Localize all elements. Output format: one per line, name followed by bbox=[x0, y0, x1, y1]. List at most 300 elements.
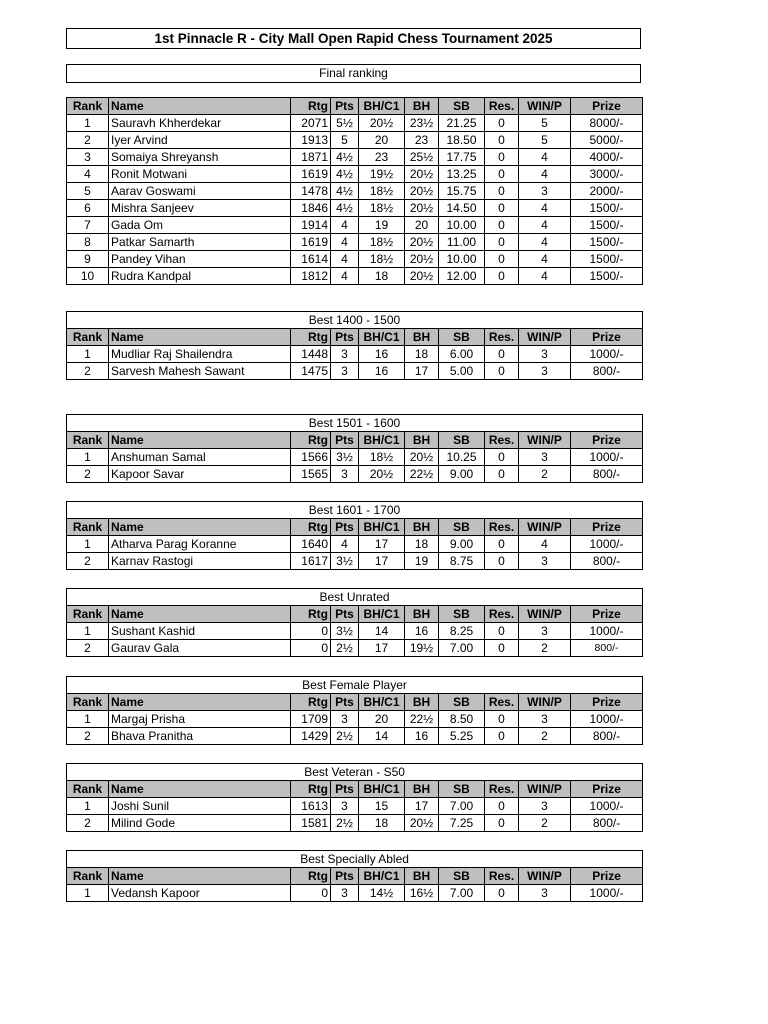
cell-rating: 1619 bbox=[291, 166, 331, 183]
column-header-bh: BH bbox=[405, 329, 439, 346]
cell-rating: 1613 bbox=[291, 798, 331, 815]
cell-rating: 1614 bbox=[291, 251, 331, 268]
column-header-prize: Prize bbox=[571, 432, 643, 449]
cell-bh-c1: 20 bbox=[359, 711, 405, 728]
column-header-points: Pts bbox=[331, 432, 359, 449]
column-header-rating: Rtg bbox=[291, 781, 331, 798]
table-row bbox=[67, 115, 643, 132]
cell-res: 0 bbox=[485, 251, 519, 268]
cell-rating: 1566 bbox=[291, 449, 331, 466]
cell-bh-c1: 14½ bbox=[359, 885, 405, 902]
column-header-bh: BH bbox=[405, 694, 439, 711]
cell-name: Pandey Vihan bbox=[109, 251, 291, 268]
column-header-win-p: WIN/P bbox=[519, 694, 571, 711]
cell-rank: 10 bbox=[67, 268, 109, 285]
cell-rank: 8 bbox=[67, 234, 109, 251]
column-header-bh-c1: BH/C1 bbox=[359, 98, 405, 115]
column-header-bh: BH bbox=[405, 781, 439, 798]
cell-sb: 5.00 bbox=[439, 363, 485, 380]
column-header-rating: Rtg bbox=[291, 606, 331, 623]
cell-sb: 6.00 bbox=[439, 346, 485, 363]
cell-rating: 1914 bbox=[291, 217, 331, 234]
table-row bbox=[67, 251, 643, 268]
cell-bh: 20½ bbox=[405, 200, 439, 217]
cell-points: 5 bbox=[331, 132, 359, 149]
cell-points: 4 bbox=[331, 268, 359, 285]
column-header-rank: Rank bbox=[67, 868, 109, 885]
column-header-rank: Rank bbox=[67, 329, 109, 346]
cell-res: 0 bbox=[485, 268, 519, 285]
column-header-bh: BH bbox=[405, 98, 439, 115]
cell-bh-c1: 18 bbox=[359, 268, 405, 285]
cell-bh: 18 bbox=[405, 346, 439, 363]
category-caption: Best 1501 - 1600 bbox=[67, 415, 643, 432]
cell-bh-c1: 20½ bbox=[359, 115, 405, 132]
table-header-row bbox=[67, 694, 643, 711]
cell-name: Vedansh Kapoor bbox=[109, 885, 291, 902]
cell-prize: 800/- bbox=[571, 728, 643, 745]
table-row bbox=[67, 623, 643, 640]
final-ranking-table bbox=[66, 97, 643, 285]
column-header-sb: SB bbox=[439, 519, 485, 536]
column-header-name: Name bbox=[109, 868, 291, 885]
cell-res: 0 bbox=[485, 711, 519, 728]
cell-rank: 2 bbox=[67, 466, 109, 483]
column-header-rating: Rtg bbox=[291, 98, 331, 115]
cell-prize: 1000/- bbox=[571, 346, 643, 363]
column-header-points: Pts bbox=[331, 606, 359, 623]
table-row bbox=[67, 711, 643, 728]
cell-name: Sarvesh Mahesh Sawant bbox=[109, 363, 291, 380]
column-header-res: Res. bbox=[485, 432, 519, 449]
column-header-sb: SB bbox=[439, 329, 485, 346]
cell-points: 2½ bbox=[331, 728, 359, 745]
column-header-name: Name bbox=[109, 781, 291, 798]
cell-bh-c1: 16 bbox=[359, 363, 405, 380]
cell-bh: 20½ bbox=[405, 815, 439, 832]
cell-name: Gada Om bbox=[109, 217, 291, 234]
cell-bh: 20½ bbox=[405, 183, 439, 200]
cell-rank: 1 bbox=[67, 711, 109, 728]
cell-sb: 5.25 bbox=[439, 728, 485, 745]
cell-points: 4½ bbox=[331, 183, 359, 200]
cell-sb: 12.00 bbox=[439, 268, 485, 285]
cell-bh-c1: 18½ bbox=[359, 234, 405, 251]
cell-res: 0 bbox=[485, 466, 519, 483]
cell-rating: 1448 bbox=[291, 346, 331, 363]
cell-bh-c1: 18½ bbox=[359, 251, 405, 268]
cell-res: 0 bbox=[485, 815, 519, 832]
cell-bh-c1: 17 bbox=[359, 536, 405, 553]
column-header-name: Name bbox=[109, 519, 291, 536]
cell-bh: 17 bbox=[405, 363, 439, 380]
column-header-points: Pts bbox=[331, 868, 359, 885]
cell-bh: 20½ bbox=[405, 166, 439, 183]
cell-win-p: 5 bbox=[519, 115, 571, 132]
category-caption: Best 1601 - 1700 bbox=[67, 502, 643, 519]
column-header-bh-c1: BH/C1 bbox=[359, 606, 405, 623]
table-row bbox=[67, 466, 643, 483]
column-header-name: Name bbox=[109, 98, 291, 115]
cell-bh: 20½ bbox=[405, 234, 439, 251]
cell-win-p: 2 bbox=[519, 815, 571, 832]
column-header-rank: Rank bbox=[67, 432, 109, 449]
cell-name: Somaiya Shreyansh bbox=[109, 149, 291, 166]
cell-rank: 5 bbox=[67, 183, 109, 200]
column-header-res: Res. bbox=[485, 98, 519, 115]
cell-sb: 8.75 bbox=[439, 553, 485, 570]
cell-sb: 10.25 bbox=[439, 449, 485, 466]
category-table bbox=[66, 676, 643, 745]
cell-res: 0 bbox=[485, 166, 519, 183]
column-header-name: Name bbox=[109, 329, 291, 346]
column-header-bh: BH bbox=[405, 519, 439, 536]
cell-rank: 9 bbox=[67, 251, 109, 268]
cell-bh-c1: 23 bbox=[359, 149, 405, 166]
cell-points: 4½ bbox=[331, 149, 359, 166]
cell-rank: 2 bbox=[67, 553, 109, 570]
cell-prize: 1500/- bbox=[571, 251, 643, 268]
table-header-row bbox=[67, 432, 643, 449]
table-row bbox=[67, 346, 643, 363]
cell-points: 2½ bbox=[331, 815, 359, 832]
cell-rank: 7 bbox=[67, 217, 109, 234]
cell-prize: 1000/- bbox=[571, 798, 643, 815]
column-header-points: Pts bbox=[331, 694, 359, 711]
cell-prize: 8000/- bbox=[571, 115, 643, 132]
cell-win-p: 5 bbox=[519, 132, 571, 149]
cell-rating: 0 bbox=[291, 640, 331, 657]
cell-points: 3 bbox=[331, 363, 359, 380]
column-header-win-p: WIN/P bbox=[519, 98, 571, 115]
cell-sb: 7.00 bbox=[439, 798, 485, 815]
cell-win-p: 4 bbox=[519, 268, 571, 285]
cell-name: Joshi Sunil bbox=[109, 798, 291, 815]
cell-prize: 800/- bbox=[571, 640, 643, 657]
cell-rating: 0 bbox=[291, 885, 331, 902]
column-header-prize: Prize bbox=[571, 694, 643, 711]
cell-name: Mudliar Raj Shailendra bbox=[109, 346, 291, 363]
cell-bh: 22½ bbox=[405, 711, 439, 728]
cell-win-p: 4 bbox=[519, 166, 571, 183]
table-row bbox=[67, 728, 643, 745]
cell-bh: 19 bbox=[405, 553, 439, 570]
cell-rating: 1709 bbox=[291, 711, 331, 728]
cell-rank: 1 bbox=[67, 536, 109, 553]
column-header-rank: Rank bbox=[67, 694, 109, 711]
column-header-bh-c1: BH/C1 bbox=[359, 432, 405, 449]
cell-name: Iyer Arvind bbox=[109, 132, 291, 149]
column-header-bh-c1: BH/C1 bbox=[359, 781, 405, 798]
cell-name: Ronit Motwani bbox=[109, 166, 291, 183]
cell-bh-c1: 15 bbox=[359, 798, 405, 815]
column-header-bh: BH bbox=[405, 606, 439, 623]
cell-rank: 1 bbox=[67, 885, 109, 902]
cell-bh: 16½ bbox=[405, 885, 439, 902]
cell-rating: 1475 bbox=[291, 363, 331, 380]
table-row bbox=[67, 268, 643, 285]
cell-win-p: 3 bbox=[519, 885, 571, 902]
cell-win-p: 4 bbox=[519, 251, 571, 268]
cell-bh: 17 bbox=[405, 798, 439, 815]
cell-bh-c1: 18 bbox=[359, 815, 405, 832]
column-header-sb: SB bbox=[439, 694, 485, 711]
category-caption: Best Unrated bbox=[67, 589, 643, 606]
table-row bbox=[67, 234, 643, 251]
table-row bbox=[67, 183, 643, 200]
cell-points: 4 bbox=[331, 234, 359, 251]
cell-points: 3 bbox=[331, 711, 359, 728]
cell-rank: 1 bbox=[67, 449, 109, 466]
cell-prize: 1000/- bbox=[571, 711, 643, 728]
cell-rating: 1619 bbox=[291, 234, 331, 251]
cell-win-p: 3 bbox=[519, 363, 571, 380]
cell-rank: 2 bbox=[67, 363, 109, 380]
table-header-row bbox=[67, 868, 643, 885]
cell-rating: 1913 bbox=[291, 132, 331, 149]
column-header-points: Pts bbox=[331, 98, 359, 115]
cell-rank: 2 bbox=[67, 728, 109, 745]
cell-sb: 8.50 bbox=[439, 711, 485, 728]
cell-name: Gaurav Gala bbox=[109, 640, 291, 657]
cell-prize: 800/- bbox=[571, 815, 643, 832]
cell-bh: 25½ bbox=[405, 149, 439, 166]
cell-points: 5½ bbox=[331, 115, 359, 132]
cell-rating: 1640 bbox=[291, 536, 331, 553]
cell-bh: 16 bbox=[405, 623, 439, 640]
column-header-bh-c1: BH/C1 bbox=[359, 694, 405, 711]
cell-points: 3½ bbox=[331, 449, 359, 466]
cell-win-p: 3 bbox=[519, 711, 571, 728]
tournament-title: 1st Pinnacle R - City Mall Open Rapid Chess Tournament 2025 bbox=[66, 28, 641, 49]
cell-sb: 7.25 bbox=[439, 815, 485, 832]
cell-bh: 19½ bbox=[405, 640, 439, 657]
cell-points: 3 bbox=[331, 346, 359, 363]
cell-sb: 11.00 bbox=[439, 234, 485, 251]
cell-prize: 4000/- bbox=[571, 149, 643, 166]
table-row bbox=[67, 217, 643, 234]
column-header-sb: SB bbox=[439, 868, 485, 885]
column-header-prize: Prize bbox=[571, 519, 643, 536]
category-caption: Best Veteran - S50 bbox=[67, 764, 643, 781]
cell-win-p: 4 bbox=[519, 200, 571, 217]
column-header-win-p: WIN/P bbox=[519, 868, 571, 885]
cell-rating: 1846 bbox=[291, 200, 331, 217]
cell-bh-c1: 18½ bbox=[359, 449, 405, 466]
cell-points: 3 bbox=[331, 885, 359, 902]
cell-win-p: 2 bbox=[519, 728, 571, 745]
category-caption: Best Female Player bbox=[67, 677, 643, 694]
column-header-rating: Rtg bbox=[291, 694, 331, 711]
column-header-prize: Prize bbox=[571, 329, 643, 346]
column-header-res: Res. bbox=[485, 606, 519, 623]
cell-res: 0 bbox=[485, 536, 519, 553]
cell-bh: 23 bbox=[405, 132, 439, 149]
cell-name: Mishra Sanjeev bbox=[109, 200, 291, 217]
cell-name: Bhava Pranitha bbox=[109, 728, 291, 745]
cell-prize: 1500/- bbox=[571, 217, 643, 234]
cell-rating: 1478 bbox=[291, 183, 331, 200]
cell-rank: 3 bbox=[67, 149, 109, 166]
cell-rating: 1565 bbox=[291, 466, 331, 483]
cell-res: 0 bbox=[485, 553, 519, 570]
cell-name: Patkar Samarth bbox=[109, 234, 291, 251]
cell-sb: 18.50 bbox=[439, 132, 485, 149]
column-header-prize: Prize bbox=[571, 606, 643, 623]
column-header-points: Pts bbox=[331, 519, 359, 536]
table-row bbox=[67, 132, 643, 149]
cell-win-p: 3 bbox=[519, 346, 571, 363]
column-header-res: Res. bbox=[485, 781, 519, 798]
column-header-name: Name bbox=[109, 606, 291, 623]
cell-win-p: 3 bbox=[519, 183, 571, 200]
column-header-res: Res. bbox=[485, 329, 519, 346]
cell-points: 3 bbox=[331, 798, 359, 815]
category-table bbox=[66, 763, 643, 832]
cell-prize: 5000/- bbox=[571, 132, 643, 149]
cell-win-p: 4 bbox=[519, 149, 571, 166]
cell-points: 4 bbox=[331, 536, 359, 553]
column-header-bh: BH bbox=[405, 868, 439, 885]
cell-rank: 4 bbox=[67, 166, 109, 183]
column-header-rating: Rtg bbox=[291, 868, 331, 885]
cell-prize: 1500/- bbox=[571, 200, 643, 217]
cell-points: 4½ bbox=[331, 200, 359, 217]
cell-bh-c1: 20½ bbox=[359, 466, 405, 483]
table-row bbox=[67, 798, 643, 815]
cell-prize: 800/- bbox=[571, 553, 643, 570]
column-header-win-p: WIN/P bbox=[519, 329, 571, 346]
cell-bh-c1: 17 bbox=[359, 640, 405, 657]
cell-rank: 1 bbox=[67, 798, 109, 815]
column-header-res: Res. bbox=[485, 694, 519, 711]
cell-rank: 1 bbox=[67, 623, 109, 640]
cell-prize: 2000/- bbox=[571, 183, 643, 200]
cell-rating: 1581 bbox=[291, 815, 331, 832]
cell-win-p: 2 bbox=[519, 640, 571, 657]
table-row bbox=[67, 166, 643, 183]
column-header-res: Res. bbox=[485, 868, 519, 885]
cell-res: 0 bbox=[485, 234, 519, 251]
column-header-name: Name bbox=[109, 694, 291, 711]
cell-bh-c1: 19 bbox=[359, 217, 405, 234]
cell-rank: 1 bbox=[67, 346, 109, 363]
cell-bh-c1: 16 bbox=[359, 346, 405, 363]
cell-name: Karnav Rastogi bbox=[109, 553, 291, 570]
table-row bbox=[67, 449, 643, 466]
column-header-prize: Prize bbox=[571, 781, 643, 798]
cell-prize: 3000/- bbox=[571, 166, 643, 183]
column-header-bh-c1: BH/C1 bbox=[359, 519, 405, 536]
cell-prize: 1500/- bbox=[571, 268, 643, 285]
column-header-win-p: WIN/P bbox=[519, 781, 571, 798]
cell-prize: 800/- bbox=[571, 466, 643, 483]
cell-points: 2½ bbox=[331, 640, 359, 657]
cell-sb: 7.00 bbox=[439, 885, 485, 902]
cell-res: 0 bbox=[485, 149, 519, 166]
cell-res: 0 bbox=[485, 183, 519, 200]
cell-win-p: 3 bbox=[519, 798, 571, 815]
column-header-rank: Rank bbox=[67, 98, 109, 115]
category-table bbox=[66, 311, 643, 380]
cell-prize: 800/- bbox=[571, 363, 643, 380]
table-header-row bbox=[67, 519, 643, 536]
cell-name: Aarav Goswami bbox=[109, 183, 291, 200]
cell-points: 3 bbox=[331, 466, 359, 483]
cell-name: Milind Gode bbox=[109, 815, 291, 832]
table-header-row bbox=[67, 606, 643, 623]
cell-sb: 8.25 bbox=[439, 623, 485, 640]
cell-res: 0 bbox=[485, 363, 519, 380]
column-header-rank: Rank bbox=[67, 606, 109, 623]
cell-sb: 17.75 bbox=[439, 149, 485, 166]
category-table bbox=[66, 414, 643, 483]
cell-bh-c1: 14 bbox=[359, 623, 405, 640]
cell-points: 3½ bbox=[331, 623, 359, 640]
cell-bh: 22½ bbox=[405, 466, 439, 483]
cell-rank: 2 bbox=[67, 640, 109, 657]
cell-prize: 1500/- bbox=[571, 234, 643, 251]
table-row bbox=[67, 640, 643, 657]
cell-sb: 14.50 bbox=[439, 200, 485, 217]
cell-res: 0 bbox=[485, 798, 519, 815]
table-header-row bbox=[67, 781, 643, 798]
cell-sb: 13.25 bbox=[439, 166, 485, 183]
cell-res: 0 bbox=[485, 728, 519, 745]
cell-rating: 1812 bbox=[291, 268, 331, 285]
cell-prize: 1000/- bbox=[571, 449, 643, 466]
column-header-res: Res. bbox=[485, 519, 519, 536]
cell-bh-c1: 17 bbox=[359, 553, 405, 570]
table-row bbox=[67, 815, 643, 832]
table-header-row bbox=[67, 98, 643, 115]
category-table bbox=[66, 588, 643, 657]
cell-bh-c1: 20 bbox=[359, 132, 405, 149]
cell-res: 0 bbox=[485, 885, 519, 902]
cell-sb: 9.00 bbox=[439, 466, 485, 483]
cell-res: 0 bbox=[485, 217, 519, 234]
cell-res: 0 bbox=[485, 640, 519, 657]
column-header-sb: SB bbox=[439, 432, 485, 449]
category-table bbox=[66, 850, 643, 902]
column-header-points: Pts bbox=[331, 329, 359, 346]
cell-bh-c1: 18½ bbox=[359, 183, 405, 200]
cell-bh: 20 bbox=[405, 217, 439, 234]
final-ranking-caption: Final ranking bbox=[66, 64, 641, 83]
cell-res: 0 bbox=[485, 449, 519, 466]
cell-res: 0 bbox=[485, 346, 519, 363]
cell-bh: 18 bbox=[405, 536, 439, 553]
cell-rank: 2 bbox=[67, 815, 109, 832]
cell-sb: 10.00 bbox=[439, 251, 485, 268]
cell-sb: 21.25 bbox=[439, 115, 485, 132]
cell-bh: 16 bbox=[405, 728, 439, 745]
column-header-win-p: WIN/P bbox=[519, 432, 571, 449]
cell-win-p: 4 bbox=[519, 536, 571, 553]
cell-name: Margaj Prisha bbox=[109, 711, 291, 728]
cell-points: 4 bbox=[331, 251, 359, 268]
column-header-bh-c1: BH/C1 bbox=[359, 868, 405, 885]
cell-rating: 1617 bbox=[291, 553, 331, 570]
column-header-win-p: WIN/P bbox=[519, 606, 571, 623]
table-header-row bbox=[67, 329, 643, 346]
table-row bbox=[67, 363, 643, 380]
category-caption: Best Specially Abled bbox=[67, 851, 643, 868]
category-caption: Best 1400 - 1500 bbox=[67, 312, 643, 329]
cell-points: 4½ bbox=[331, 166, 359, 183]
cell-res: 0 bbox=[485, 132, 519, 149]
cell-name: Sushant Kashid bbox=[109, 623, 291, 640]
